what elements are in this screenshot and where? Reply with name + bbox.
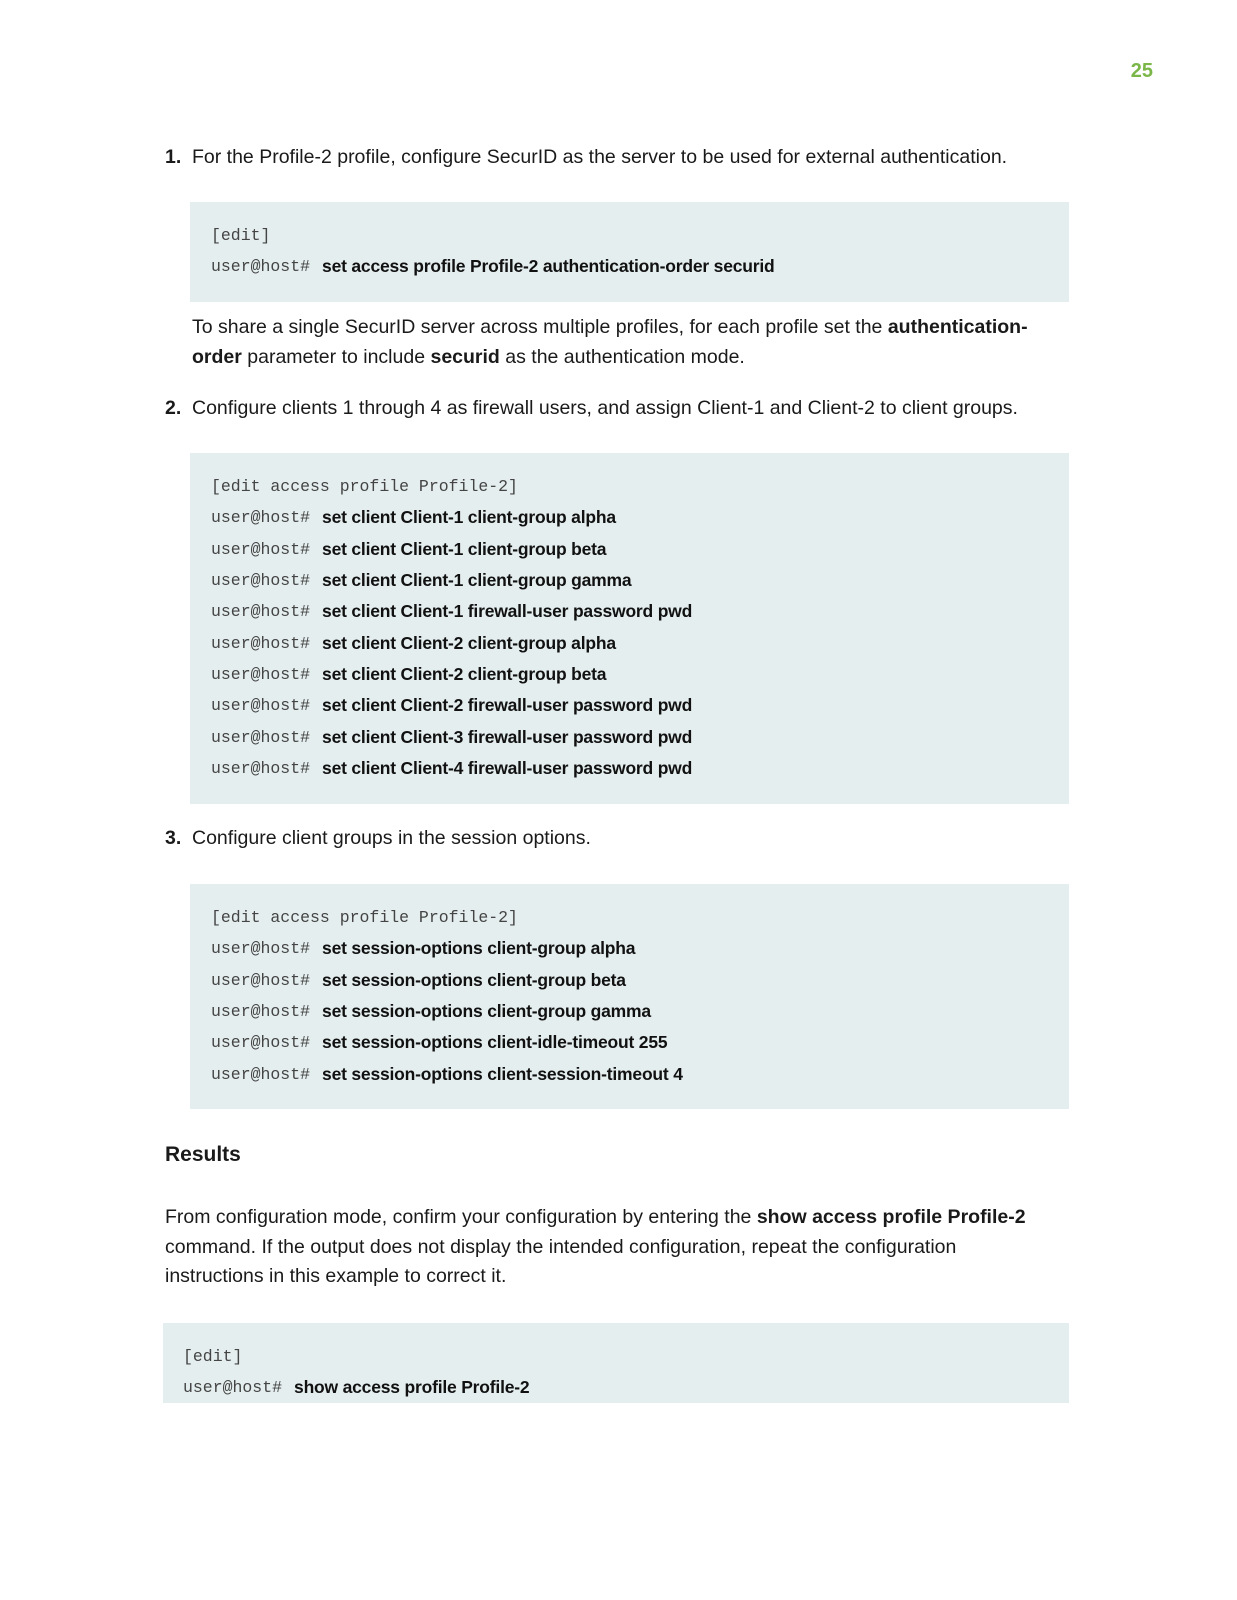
code-line [183, 1341, 1069, 1372]
code-prompt: user@host# [183, 1378, 283, 1398]
code-command: set client Client-2 firewall-user password pwd [322, 695, 693, 716]
code-line [211, 471, 1069, 502]
code-line [211, 902, 1069, 933]
code-command: set access profile Profile-2 authentication-order securid [322, 256, 775, 277]
code-prompt: user@host# [211, 1064, 311, 1084]
results-keyword: show access profile Profile-2 [756, 1206, 1026, 1228]
code-line [211, 1058, 1069, 1089]
note-keyword: securid [430, 345, 500, 368]
note-text: parameter to include [241, 345, 431, 368]
code-prompt: user@host# [211, 664, 311, 684]
code-line [211, 627, 1069, 658]
code-prompt: user@host# [211, 1002, 311, 1022]
note-text: as the authentication mode. [499, 345, 745, 368]
code-command: set client Client-1 client-group gamma [322, 570, 632, 591]
code-prompt: user@host# [211, 539, 311, 559]
code-command: set client Client-1 client-group alpha [322, 507, 616, 528]
code-line [211, 596, 1069, 627]
code-line [211, 220, 1069, 251]
step-text: For the Profile-2 profile, configure SecurID as the server to be used for external authentication. [192, 146, 1008, 168]
code-line [211, 721, 1069, 752]
results-paragraph [165, 1203, 1045, 1292]
code-line [211, 996, 1069, 1027]
code-prompt: user@host# [211, 727, 311, 747]
code-command: set client Client-2 client-group beta [322, 663, 607, 684]
code-command: set session-options client-group gamma [322, 1001, 651, 1022]
code-context: [edit access profile Profile-2] [211, 908, 518, 928]
code-command: set session-options client-idle-timeout 255 [322, 1032, 668, 1053]
code-block-results [163, 1323, 1069, 1403]
note-text: To share a single SecurID server across multiple profiles, for each profile set the [192, 316, 888, 338]
step-number: 1. [165, 146, 182, 168]
code-prompt: user@host# [211, 508, 311, 528]
code-prompt: user@host# [211, 696, 311, 716]
code-command: show access profile Profile-2 [294, 1377, 530, 1398]
code-command: set client Client-1 firewall-user password pwd [322, 601, 693, 622]
code-block-step-1 [190, 202, 1069, 302]
code-command: set client Client-4 firewall-user password pwd [322, 757, 693, 778]
code-context: [edit access profile Profile-2] [211, 477, 518, 497]
step-text: Configure client groups in the session options. [192, 827, 591, 849]
code-line [211, 1027, 1069, 1058]
code-prompt: user@host# [211, 758, 311, 778]
code-line [211, 753, 1069, 784]
results-text: From configuration mode, confirm your configuration by entering the [165, 1206, 757, 1228]
step-text: Configure clients 1 through 4 as firewall users, and assign Client-1 and Client-2 to client groups. [192, 397, 1018, 419]
code-command: set session-options client-group alpha [322, 938, 636, 959]
code-context: [edit] [183, 1347, 243, 1367]
step-number: 2. [165, 397, 182, 419]
code-line [211, 251, 1069, 282]
step-3 [165, 823, 1069, 853]
step-number: 3. [165, 827, 182, 849]
code-prompt: user@host# [211, 633, 311, 653]
page-number: 25 [1130, 60, 1153, 82]
code-line [211, 659, 1069, 690]
code-prompt: user@host# [211, 602, 311, 622]
code-prompt: user@host# [211, 1033, 311, 1053]
code-line [211, 565, 1069, 596]
code-prompt: user@host# [211, 939, 311, 959]
step-1-note [192, 313, 1072, 372]
code-command: set session-options client-session-timeout 4 [322, 1063, 683, 1084]
code-context: [edit] [211, 226, 271, 246]
code-line [211, 690, 1069, 721]
code-command: set client Client-2 client-group alpha [322, 632, 616, 653]
code-command: set client Client-1 client-group beta [322, 538, 607, 559]
code-line [211, 933, 1069, 964]
step-2 [165, 393, 1069, 423]
code-command: set client Client-3 firewall-user password pwd [322, 726, 693, 747]
code-block-step-2 [190, 453, 1069, 804]
results-text: command. If the output does not display the intended configuration, repeat the configuration instructions in this example to correct it. [165, 1235, 957, 1287]
code-line [183, 1372, 1069, 1403]
code-prompt: user@host# [211, 571, 311, 591]
code-line [211, 502, 1069, 533]
results-heading: Results [165, 1143, 241, 1166]
code-block-step-3 [190, 884, 1069, 1109]
code-line [211, 534, 1069, 565]
code-prompt: user@host# [211, 970, 311, 990]
note-keyword: authentication-order [192, 316, 1028, 368]
code-command: set session-options client-group beta [322, 969, 626, 990]
code-prompt: user@host# [211, 257, 311, 277]
code-line [211, 965, 1069, 996]
step-1 [165, 142, 1069, 172]
